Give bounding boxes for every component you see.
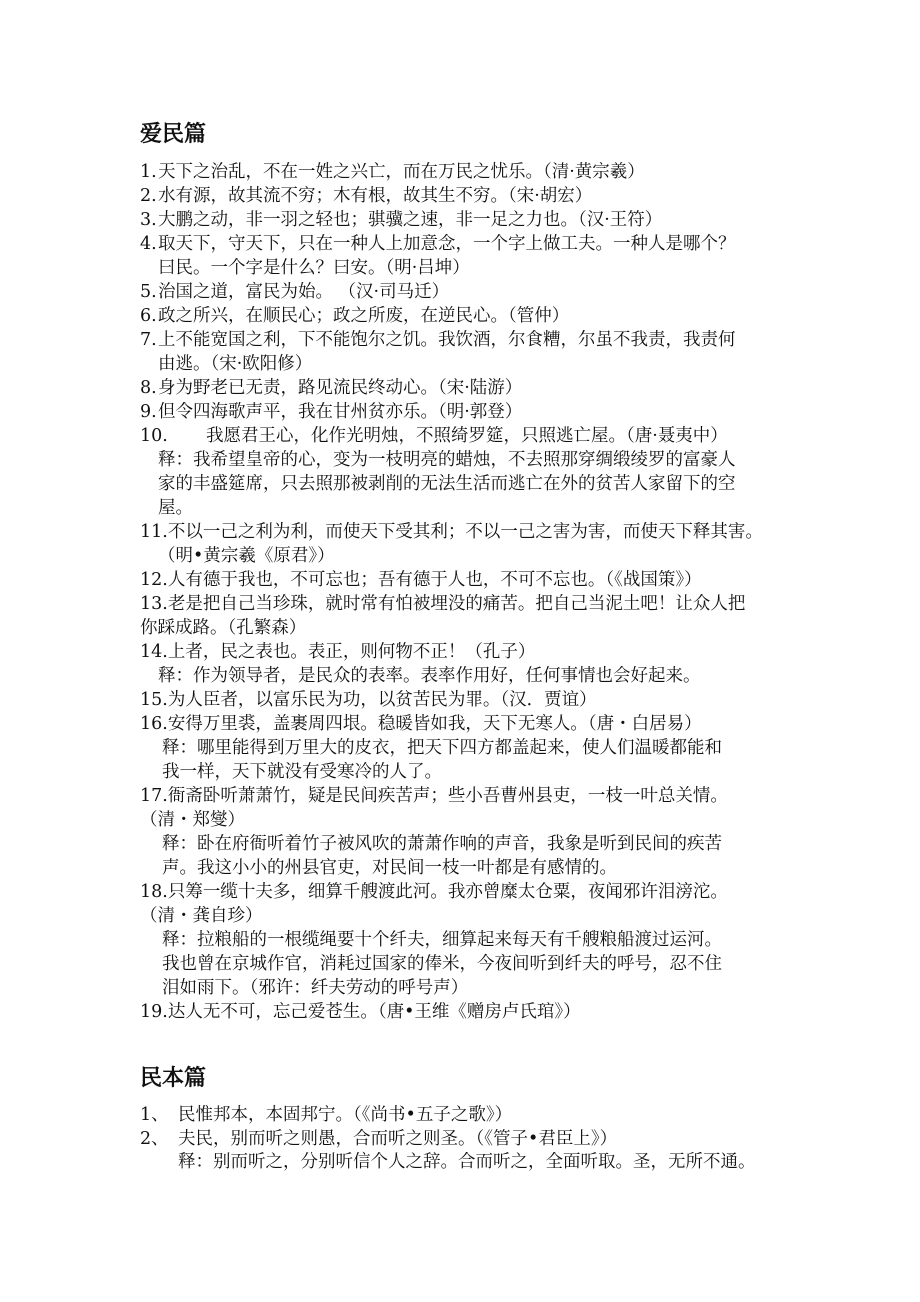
- continuation-line: [140, 856, 820, 880]
- quote-text: （清・龚自珍）: [140, 906, 263, 926]
- quote-text: 身为野老已无责，路见流民终动心。（宋·陆游）: [158, 378, 523, 398]
- explanation-line: [140, 664, 820, 688]
- quote-item: [140, 184, 820, 208]
- quote-text: 我也曾在京城作官，消耗过国家的俸米，今夜间听到纤夫的呼号，忍不住: [162, 954, 722, 974]
- quote-text: 泪如雨下。（邪许：纤夫劳动的呼号声）: [162, 978, 469, 998]
- quote-text: 大鹏之动，非一羽之轻也；骐骥之速，非一足之力也。（汉·王符）: [158, 210, 663, 230]
- quote-text: 释：卧在府衙听着竹子被风吹的萧萧作响的声音，我象是听到民间的疾苦: [162, 834, 722, 854]
- section-title: 民本篇: [140, 1066, 207, 1091]
- quote-item: [140, 592, 820, 616]
- quote-text: （清・郑燮）: [140, 810, 245, 830]
- explanation-line: [140, 448, 820, 472]
- quote-number: 2.: [140, 186, 157, 206]
- quote-item: [140, 640, 820, 664]
- quote-number: 16.: [140, 714, 168, 734]
- continuation-line: [140, 256, 820, 280]
- quote-text: （明•黄宗羲《原君》）: [158, 546, 335, 566]
- quote-number: 15.: [140, 690, 168, 710]
- quote-text: 政之所兴，在顺民心；政之所废，在逆民心。（管仲）: [158, 306, 570, 326]
- quote-number: 5.: [140, 282, 157, 302]
- quote-item: [140, 712, 820, 736]
- quote-text: 声。我这小小的州县官吏，对民间一枝一叶都是有感情的。: [162, 858, 617, 878]
- quote-text: 曰民。一个字是什么？曰安。（明·吕坤）: [158, 258, 470, 278]
- quote-item: [140, 376, 820, 400]
- quote-number: 11.: [140, 522, 168, 542]
- quote-number: 12.: [140, 570, 168, 590]
- continuation-line: [140, 472, 820, 496]
- quote-text: 我愿君王心，化作光明烛，不照绮罗筵，只照逃亡屋。（唐·聂夷中）: [206, 426, 728, 446]
- continuation-line: [140, 952, 820, 976]
- quote-text: 我一样，天下就没有受寒冷的人了。: [162, 762, 442, 782]
- quote-text: 水有源，故其流不穷；木有根，故其生不穷。（宋·胡宏）: [158, 186, 593, 206]
- quote-item: [140, 400, 820, 424]
- quote-item: [140, 784, 820, 808]
- quote-number: 14.: [140, 642, 168, 662]
- quote-text: 安得万里裘，盖裹周四垠。稳暖皆如我，天下无寒人。（唐・白居易）: [167, 714, 702, 734]
- quote-item: [140, 208, 820, 232]
- quote-text: 夫民，别而听之则愚，合而听之则圣。（《管子•君臣上》）: [178, 1128, 618, 1149]
- quote-text: 释：我希望皇帝的心，变为一枝明亮的蜡烛，不去照那穿绸缎绫罗的富豪人: [158, 450, 736, 470]
- quote-item: [140, 880, 820, 904]
- quote-item: [140, 568, 820, 592]
- quote-text: 老是把自己当珍珠，就时常有怕被埋没的痛苦。把自己当泥土吧！让众人把: [167, 594, 746, 614]
- quote-number: 7.: [140, 330, 157, 350]
- continuation-line: [140, 616, 820, 640]
- quote-number: 13.: [140, 594, 168, 614]
- quote-number: 3.: [140, 210, 157, 230]
- section-aimin: [140, 118, 820, 1024]
- explanation-line: [140, 928, 820, 952]
- quote-text: 你踩成路。（孔繁森）: [140, 618, 307, 638]
- quote-text: 只筹一缆十夫多，细算千艘渡此河。我亦曾糜太仓粟，夜闻邪许泪滂沱。: [167, 882, 728, 902]
- continuation-line: [140, 496, 820, 520]
- quote-text: 上不能宽国之利，下不能饱尔之饥。我饮酒，尔食糟，尔虽不我责，我责何: [158, 330, 736, 350]
- quote-text: 天下之治乱，不在一姓之兴亡，而在万民之忧乐。（清·黄宗羲）: [158, 162, 645, 182]
- quote-text: 为人臣者，以富乐民为功，以贫苦民为罪。（汉．贾谊）: [167, 690, 597, 710]
- continuation-line: [140, 904, 820, 928]
- quote-text: 上者，民之表也。表正，则何物不正！（孔子）: [167, 642, 536, 662]
- quote-number: 10.: [140, 426, 168, 446]
- quote-item: [140, 280, 820, 304]
- continuation-line: [140, 352, 820, 376]
- quote-text: 释：作为领导者，是民众的表率。表率作用好，任何事情也会好起来。: [158, 666, 701, 686]
- quote-item: [140, 232, 820, 256]
- quote-number: 19.: [140, 1002, 168, 1022]
- quote-number: 2、: [140, 1128, 169, 1149]
- quote-item: [140, 424, 820, 448]
- quote-text: 由逃。（宋·欧阳修）: [158, 354, 313, 374]
- quote-text: 屋。: [158, 498, 193, 518]
- quote-item: [140, 688, 820, 712]
- quote-number: 6.: [140, 306, 157, 326]
- quote-text: 释：哪里能得到万里大的皮衣，把天下四方都盖起来，使人们温暖都能和: [162, 738, 722, 758]
- quote-item: [140, 1000, 820, 1024]
- continuation-line: [140, 976, 820, 1000]
- quote-text: 取天下，守天下，只在一种人上加意念，一个字上做工夫。一种人是哪个？: [158, 234, 736, 254]
- quote-text: 人有德于我也，不可忘也；吾有德于人也，不可不忘也。（《战国策》）: [167, 570, 702, 590]
- quote-number: 4.: [140, 234, 157, 254]
- explanation-line: [140, 736, 820, 760]
- quote-list: [140, 1104, 820, 1175]
- quote-number: 17.: [140, 786, 168, 806]
- quote-text: 释：别而听之，分别听信个人之辞。合而听之，全面听取。圣，无所不通。: [178, 1152, 756, 1172]
- quote-number: 9.: [140, 402, 157, 422]
- quote-text: 但令四海歌声平，我在甘州贫亦乐。（明·郭登）: [158, 402, 523, 422]
- section-title: 爱民篇: [140, 122, 207, 147]
- quote-item: [140, 520, 820, 544]
- continuation-line: [140, 760, 820, 784]
- quote-text: 治国之道，富民为始。 （汉·司马迁）: [158, 282, 450, 302]
- continuation-line: [140, 808, 820, 832]
- continuation-line: [140, 544, 820, 568]
- quote-item: [140, 304, 820, 328]
- quote-text: 民惟邦本，本固邦宁。（《尚书•五子之歌》）: [178, 1105, 513, 1125]
- quote-text: 不以一己之利为利，而使天下受其利；不以一己之害为害，而使天下释其害。: [167, 522, 763, 542]
- quote-text: 达人无不可，忘己爱苍生。（唐•王维《赠房卢氏琯》）: [167, 1002, 581, 1022]
- section-minben: [140, 1062, 820, 1175]
- quote-text: 衙斋卧听萧萧竹，疑是民间疾苦声；些小吾曹州县吏，一枝一叶总关情。: [167, 786, 728, 806]
- quote-item: [140, 328, 820, 352]
- quote-number: 1、: [140, 1105, 169, 1125]
- quote-list: [140, 160, 820, 1024]
- quote-number: 1.: [140, 162, 157, 182]
- quote-item: [140, 160, 820, 184]
- quote-item: [140, 1104, 820, 1128]
- quote-number: 18.: [140, 882, 168, 902]
- quote-text: 家的丰盛筵席，只去照那被剥削的无法生活而逃亡在外的贫苦人家留下的空: [158, 474, 736, 494]
- quote-item: [140, 1128, 820, 1152]
- quote-number: 8.: [140, 378, 157, 398]
- explanation-line: [140, 1151, 820, 1175]
- quote-text: 释：拉粮船的一根缆绳要十个纤夫，细算起来每天有千艘粮船渡过运河。: [162, 930, 722, 950]
- explanation-line: [140, 832, 820, 856]
